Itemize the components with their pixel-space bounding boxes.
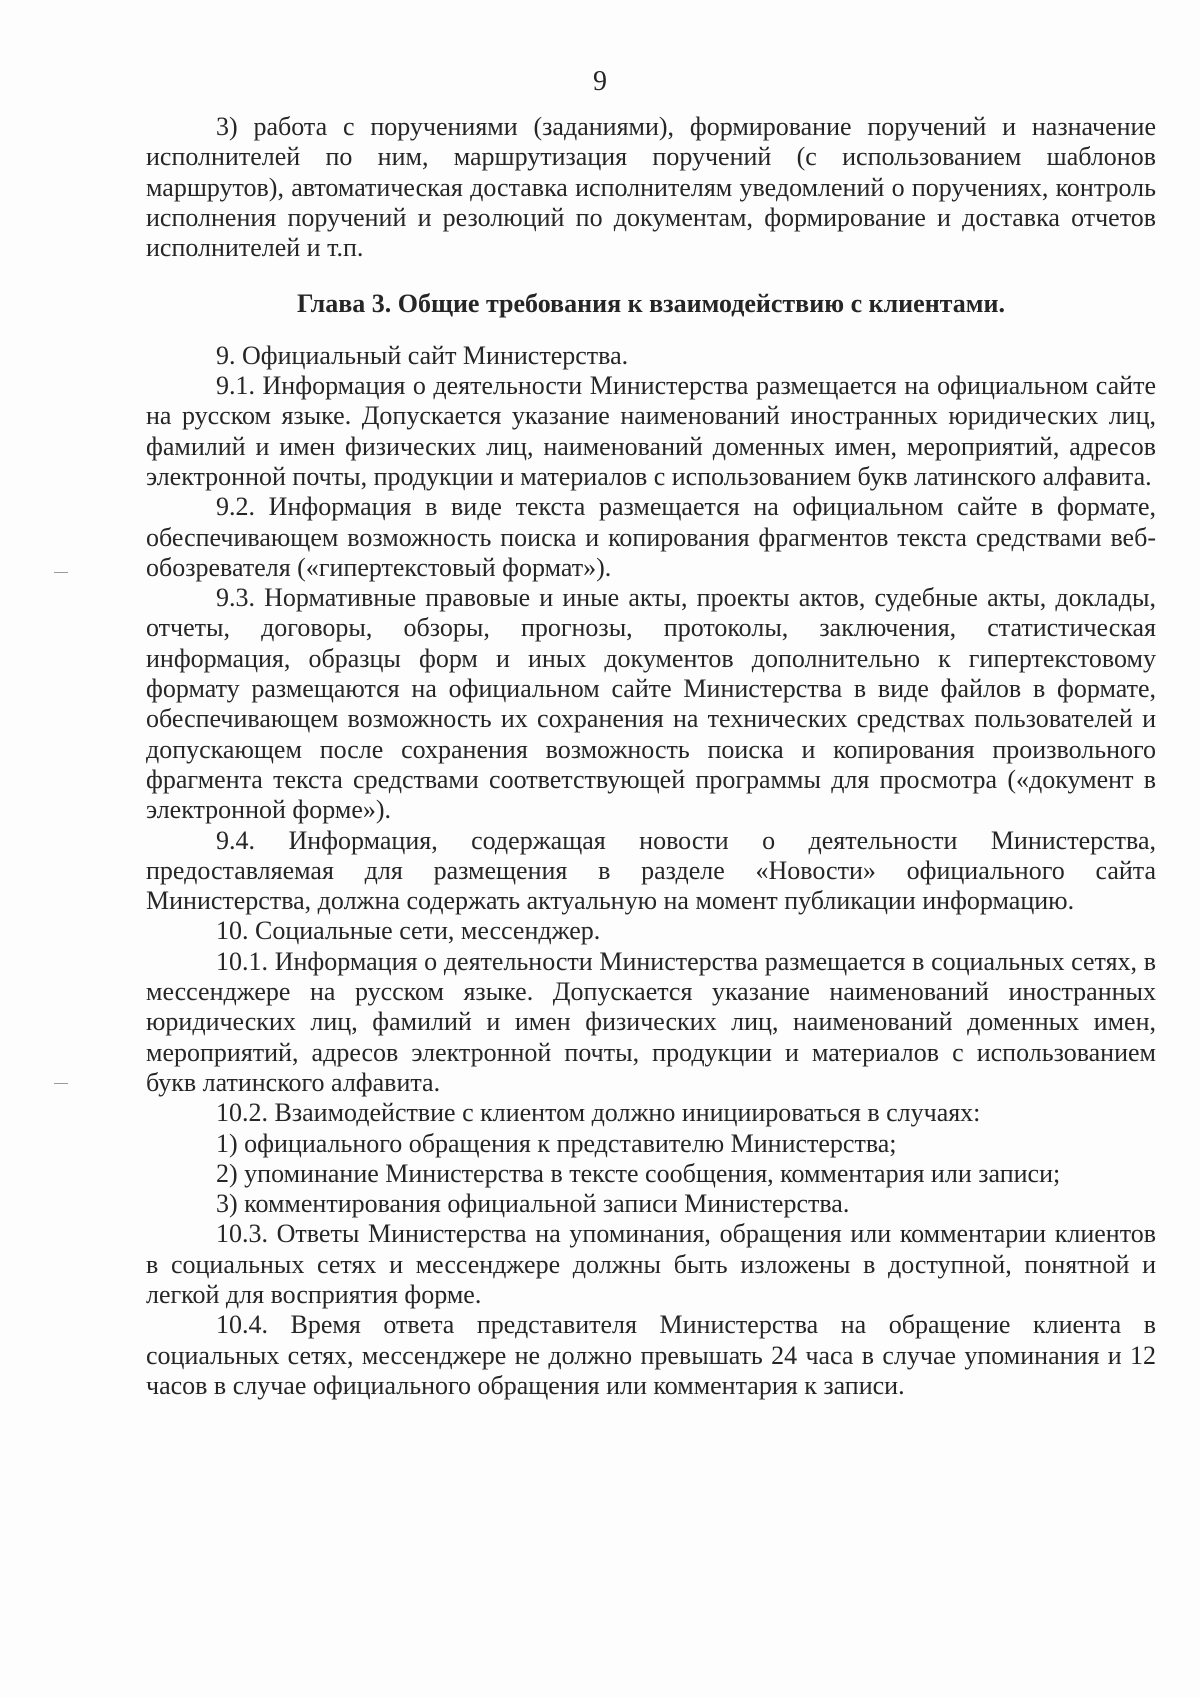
paragraph: 3) работа с поручениями (заданиями), формирование поручений и назначение исполнителей по ним, маршрутизация поручений (с использованием шаблонов маршрутов), автоматическая доставка исполнителям уведомлений о поручениях, контроль исполнения поручений и резолюций по документам, формирование и доставка отчетов исполнителей и т.п.	[146, 112, 1156, 263]
list-item-2: 2) упоминание Министерства в тексте сообщения, комментария или записи;	[216, 1158, 1061, 1188]
page-number: 9	[593, 66, 607, 97]
margin-mark	[54, 572, 68, 573]
paragraph-10-4: 10.4. Время ответа представителя Министерства на обращение клиента в социальных сетях, мессенджере не должно превышать 24 часа в случае упоминания и 12 часов в случае официального обращения или комментария к записи.	[146, 1310, 1156, 1400]
paragraph-10-2: 10.2. Взаимодействие с клиентом должно инициироваться в случаях:	[216, 1098, 981, 1128]
section-title-10: 10. Социальные сети, мессенджер.	[216, 916, 601, 946]
list-item-3: 3) комментирования официальной записи Министерства.	[216, 1189, 850, 1219]
paragraph-9-1: 9.1. Информация о деятельности Министерства размещается на официальном сайте на русском языке. Допускается указание наименований иностранных юридических лиц, фамилий и имен физических лиц, наименований доменных имен, мероприятий, адресов электронной почты, продукции и материалов с использованием букв латинского алфавита.	[146, 371, 1156, 491]
paragraph-9-3: 9.3. Нормативные правовые и иные акты, проекты актов, судебные акты, доклады, отчеты, договоры, обзоры, прогнозы, протоколы, заключения, статистическая информация, образцы форм и иных документов дополнительно к гипертекстовому формату размещаются на официальном сайте Министерства в виде файлов в формате, обеспечивающем возможность их сохранения на технических средствах пользователей и допускающем после сохранения возможность поиска и копирования произвольного фрагмента текста средствами соответствующей программы для просмотра («документ в электронной форме»).	[146, 583, 1156, 825]
paragraph-10-3: 10.3. Ответы Министерства на упоминания, обращения или комментарии клиентов в социальных сетях и мессенджере должны быть изложены в доступной, понятной и легкой для восприятия форме.	[146, 1219, 1156, 1309]
margin-mark	[54, 1083, 68, 1084]
section-title-9: 9. Официальный сайт Министерства.	[216, 340, 629, 370]
chapter-heading: Глава 3. Общие требования к взаимодействию с клиентами.	[297, 289, 1005, 319]
paragraph-9-4: 9.4. Информация, содержащая новости о деятельности Министерства, предоставляемая для размещения в разделе «Новости» официального сайта Министерства, должна содержать актуальную на момент публикации информацию.	[146, 825, 1156, 916]
paragraph-10-1: 10.1. Информация о деятельности Министерства размещается в социальных сетях, в мессенджере на русском языке. Допускается указание наименований иностранных юридических лиц, фамилий и имен физических лиц, наименований доменных имен, мероприятий, адресов электронной почты, продукции и материалов с использованием букв латинского алфавита.	[146, 946, 1156, 1097]
list-item-1: 1) официального обращения к представителю Министерства;	[216, 1128, 897, 1158]
document-body	[146, 112, 1156, 1401]
paragraph-9-2: 9.2. Информация в виде текста размещается на официальном сайте в формате, обеспечивающем возможность поиска и копирования фрагментов текста средствами веб-обозревателя («гипертекстовый формат»).	[146, 492, 1156, 582]
